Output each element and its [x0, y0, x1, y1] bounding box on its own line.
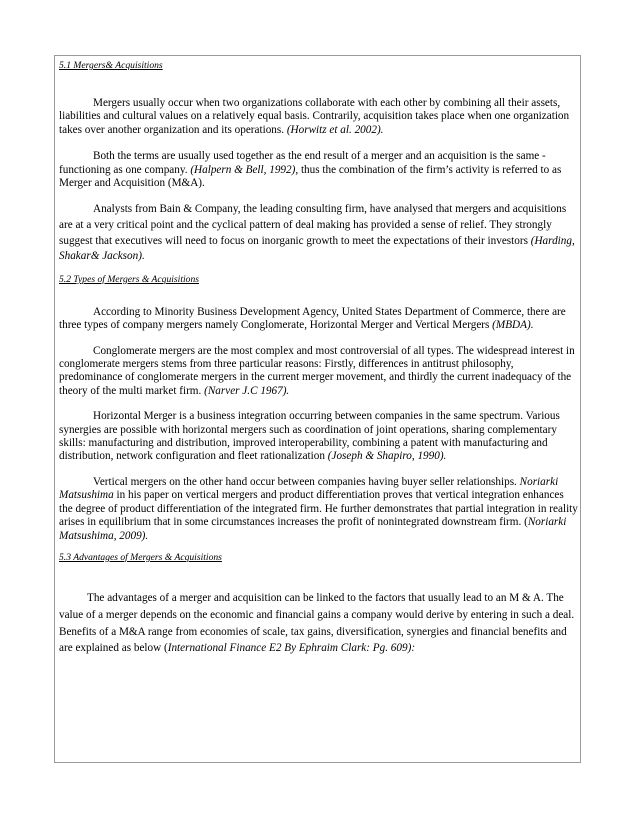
paragraph: According to Minority Business Development Agency, United States Department of Commerce, there are three types of company mergers namely Conglomerate, Horizontal Merger and Vertical Mergers (MBDA). — [59, 305, 566, 332]
paragraph: Both the terms are usually used together as the end result of a merger and an acquisition is the same - functioning as one company. (Halpern & Bell, 1992), thus the combination of the firm’s activity is referred to as Merger and Acquisition (M&A). — [59, 150, 562, 190]
paragraph: Horizontal Merger is a business integration occurring between companies in the same spectrum. Various synergies are possible with horizontal mergers such as coordination of joint operations, sharing complementary skills: manufacturing and distribution, improved interoperability, combining a patent with manufacturing and distribution, network configuration and fleet rationalization (Joseph & Shapiro, 1990). — [59, 410, 560, 463]
section-heading-5-1: 5.1 Mergers& Acquisitions — [59, 60, 163, 71]
section-heading-5-2: 5.2 Types of Mergers & Acquisitions — [59, 273, 199, 285]
paragraph: Vertical mergers on the other hand occur between companies having buyer seller relationships. Noriarki Matsushima in his paper on vertical mergers and product differentiation proves that vertical integration enhances the degree of product differentiation of the integrated firm. He further demonstrates that partial integration in reality arises in equilibrium that in some circumstances increases the profit of nonintegrated downstream firm. (Noriarki Matsushima, 2009). — [59, 475, 578, 542]
paragraph: Analysts from Bain & Company, the leading consulting firm, have analysed that mergers and acquisitions are at a very critical point and the cyclical pattern of deal making has provided a sense of relief. They strongly suggest that executives will need to focus on inorganic growth to meet the expectations of their investors (Harding, Shakar& Jackson). — [59, 203, 575, 263]
paragraph: Mergers usually occur when two organizations collaborate with each other by combining all their assets, liabilities and cultural values on a relatively equal basis. Contrarily, acquisition takes place when one organization takes over another organization and its operations. (Horwitz et al. 2002). — [59, 97, 570, 136]
document-body — [59, 57, 579, 657]
paragraph: The advantages of a merger and acquisition can be linked to the factors that usually lead to an M & A. The value of a merger depends on the economic and financial gains a company would derive by entering in such a deal. Benefits of a M&A range from economies of scale, tax gains, diversification, synergies and financial benefits and are explained as below (International Finance E2 By Ephraim Clark: Pg. 609): — [59, 591, 575, 655]
paragraph: Conglomerate mergers are the most complex and most controversial of all types. The widespread interest in conglomerate mergers stems from three particular reasons: Firstly, differences in antitrust philosophy, predominance of conglomerate mergers in the current merger movement, and thirdly the current inadequacy of the theory of the multi market firm. (Narver J.C 1967). — [59, 344, 575, 397]
section-heading-5-3: 5.3 Advantages of Mergers & Acquisitions — [59, 551, 222, 563]
